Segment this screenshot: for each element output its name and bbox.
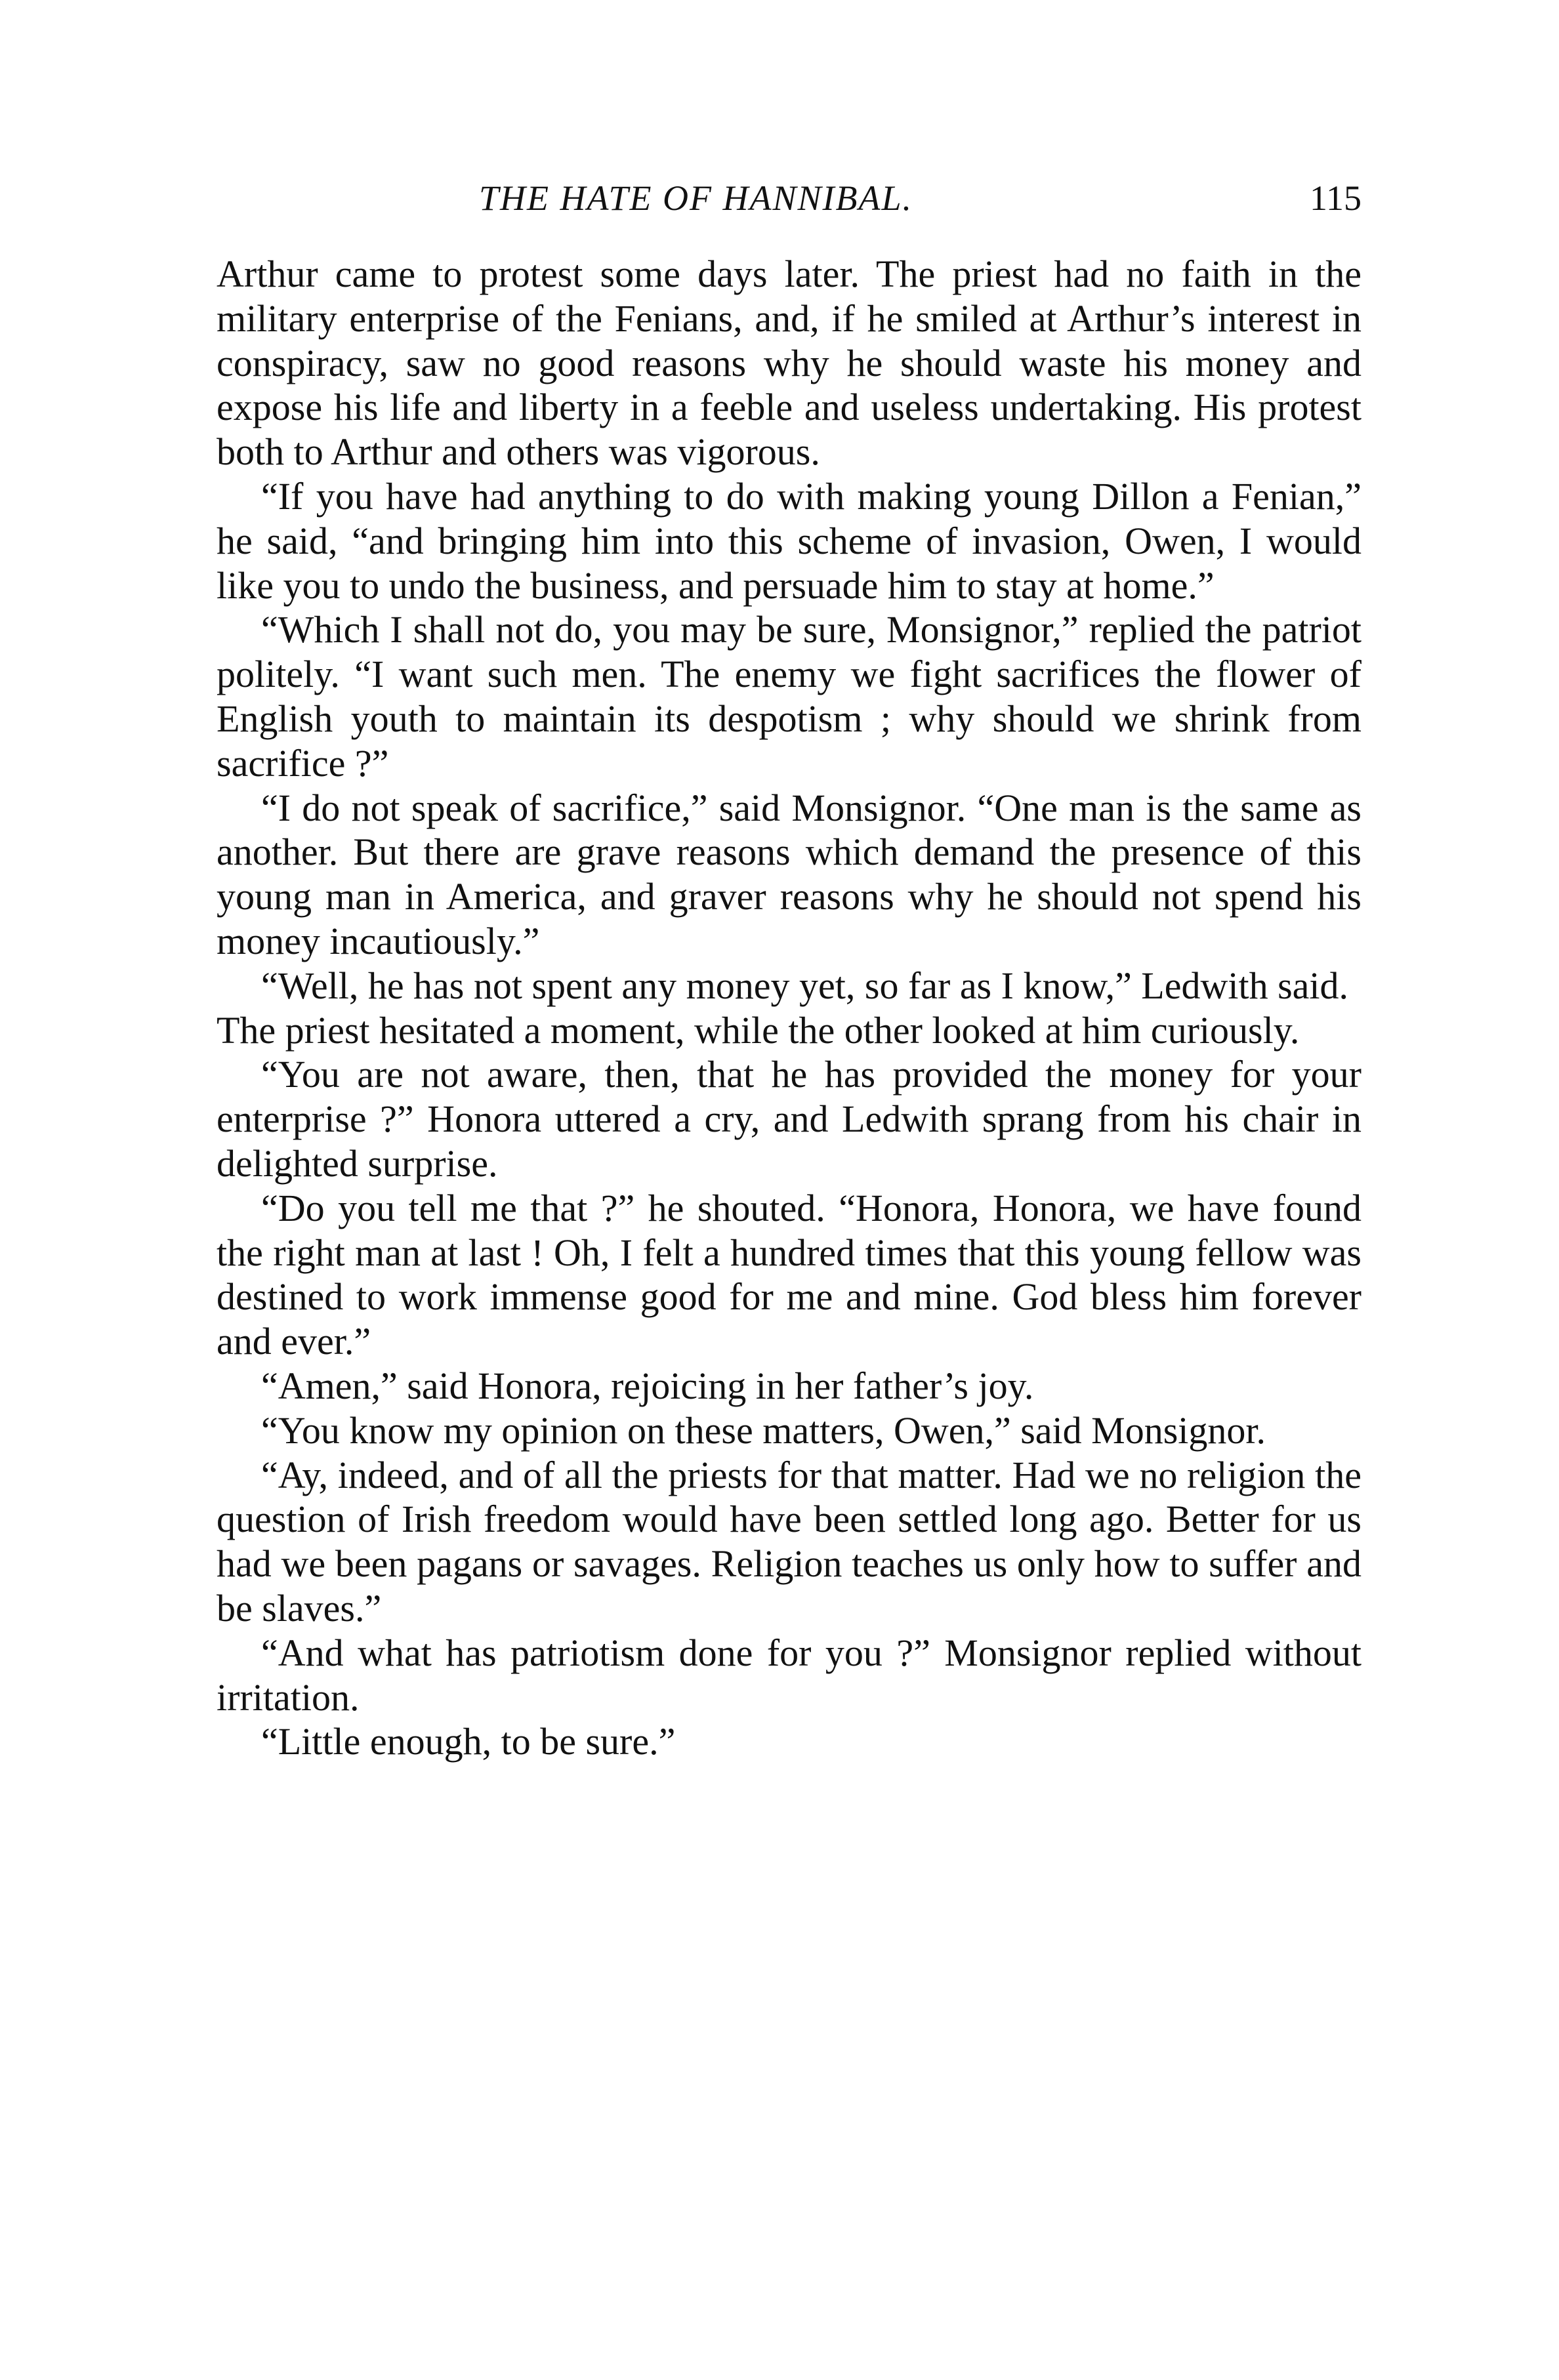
- paragraph: “Which I shall not do, you may be sure, Monsignor,” replied the patriot politely. “I want such men. The enemy we fight sacrifices the flower of English youth to maintain its despotism ; why should we shrink from sacrifice ?”: [217, 608, 1362, 785]
- running-title: THE HATE OF HANNIBAL.: [479, 178, 913, 218]
- paragraph: “I do not speak of sacrifice,” said Monsignor. “One man is the same as another. But there are grave reasons which demand the presence of this young man in America, and graver reasons why he should not spend his money incautiously.”: [217, 786, 1362, 962]
- paragraph: “Do you tell me that ?” he shouted. “Honora, Honora, we have found the right man at last ! Oh, I felt a hundred times that this young fellow was destined to work immense good for me and mine. God bless him forever and ever.”: [217, 1186, 1362, 1363]
- page-header: [217, 172, 1362, 224]
- paragraph: Arthur came to protest some days later. The priest had no faith in the military enterprise of the Fenians, and, if he smiled at Arthur’s interest in conspiracy, saw no good reasons why he should waste his money and expose his life and liberty in a feeble and useless undertaking. His protest both to Arthur and others was vigorous.: [217, 253, 1362, 474]
- body-text: [217, 252, 1362, 1764]
- paragraph: “And what has patriotism done for you ?” Monsignor replied without irritation.: [217, 1631, 1362, 1719]
- paragraph: “Little enough, to be sure.”: [261, 1720, 676, 1763]
- paragraph: “If you have had anything to do with making young Dillon a Fenian,” he said, “and bringing him into this scheme of invasion, Owen, I would like you to undo the business, and persuade him to stay at home.”: [217, 474, 1362, 607]
- paragraph: “Amen,” said Honora, rejoicing in her father’s joy.: [261, 1364, 1034, 1407]
- paragraph: The priest hesitated a moment, while the other looked at him curiously.: [217, 1008, 1300, 1052]
- page-number: 115: [1310, 178, 1362, 218]
- paragraph: “You know my opinion on these matters, Owen,” said Monsignor.: [261, 1408, 1266, 1452]
- paragraph: “You are not aware, then, that he has provided the money for your enterprise ?” Honora uttered a cry, and Ledwith sprang from his chair in delighted surprise.: [217, 1053, 1362, 1185]
- paragraph: “Ay, indeed, and of all the priests for that matter. Had we no religion the question of Irish freedom would have been settled long ago. Better for us had we been pagans or savages. Religion teaches us only how to suffer and be slaves.”: [217, 1453, 1362, 1630]
- paragraph: “Well, he has not spent any money yet, so far as I know,” Ledwith said.: [261, 964, 1349, 1007]
